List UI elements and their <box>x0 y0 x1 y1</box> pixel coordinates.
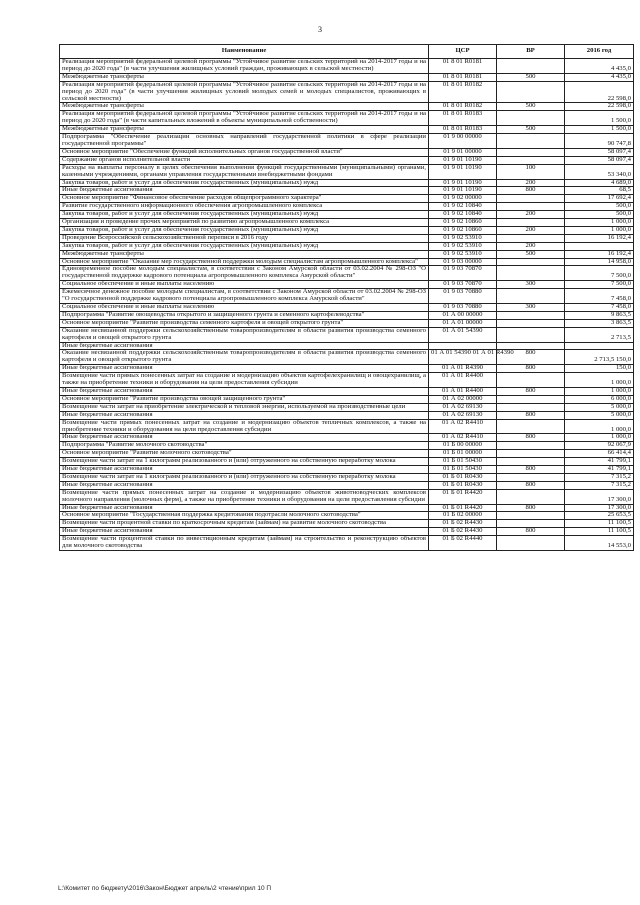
table-row <box>60 373 634 388</box>
cell-sum: 11 100,5 <box>565 520 634 528</box>
cell-sum: 14 553,0 <box>565 536 634 551</box>
cell-vr <box>497 156 565 164</box>
cell-csr: 01 9 02 53910 <box>429 250 497 258</box>
cell-name: Основное мероприятие "Развитие молочного скотоводства" <box>60 450 429 458</box>
cell-sum: 1 000,0 <box>565 419 634 434</box>
table-row <box>60 242 634 250</box>
cell-csr: 01 8 01 R0182 <box>429 81 497 103</box>
cell-vr <box>497 148 565 156</box>
cell-vr <box>497 81 565 103</box>
cell-sum: 22 598,0 <box>565 103 634 111</box>
cell-csr: 01 9 03 00000 <box>429 258 497 266</box>
cell-vr: 200 <box>497 211 565 219</box>
cell-name: Основное мероприятие "Обеспечение функций исполнительных органов государственной власти" <box>60 148 429 156</box>
cell-name: Возмещение части затрат на 1 килограмм реализованного и (или) отгруженного на собственную переработку молока <box>60 458 429 466</box>
cell-csr: 01 А 01 R4400 <box>429 387 497 395</box>
table-row <box>60 411 634 419</box>
table-row <box>60 59 634 74</box>
cell-sum: 16 192,4 <box>565 234 634 242</box>
cell-name: Социальное обеспечение и иные выплаты населению <box>60 281 429 289</box>
cell-csr: 01 А 01 00000 <box>429 319 497 327</box>
cell-sum: 2 713,5 <box>565 327 634 342</box>
cell-csr: 01 А 00 00000 <box>429 311 497 319</box>
cell-sum: 58 097,4 <box>565 148 634 156</box>
cell-sum: 17 692,4 <box>565 195 634 203</box>
cell-name: Иные бюджетные ассигнования <box>60 466 429 474</box>
cell-name: Содержание органов исполнительной власти <box>60 156 429 164</box>
cell-vr: 800 <box>497 350 565 365</box>
cell-name: Оказание несвязанной поддержки сельскохозяйственным товаропроизводителям в области развития производства семенного картофеля и овощей открытого грунта <box>60 350 429 365</box>
cell-name: Возмещение части прямых понесенных затрат на создание и модернизацию объектов тепличных комплексов, а также на приобретение техники и оборудования на цели предоставления субсидии <box>60 419 429 434</box>
cell-vr: 300 <box>497 304 565 312</box>
cell-name: Возмещение части процентной ставки по краткосрочным кредитам (займам) на развитие молочного скотоводства <box>60 520 429 528</box>
cell-name: Иные бюджетные ассигнования <box>60 411 429 419</box>
cell-name: Реализация мероприятий федеральной целевой программы "Устойчивое развитие сельских территорий на 2014-2017 годы и на период до 2020 года" (в части улучшения жилищных условий молодых семей и молодых специалистов, проживающих в сельской местности) <box>60 81 429 103</box>
cell-sum: 6 000,0 <box>565 395 634 403</box>
cell-sum <box>565 342 634 350</box>
cell-name: Закупка товаров, работ и услуг для обеспечения государственных (муниципальных) нужд <box>60 226 429 234</box>
cell-vr <box>497 536 565 551</box>
cell-vr <box>497 289 565 304</box>
cell-csr: 01 9 03 70880 <box>429 289 497 304</box>
cell-name: Межбюджетные трансферты <box>60 250 429 258</box>
cell-name: Иные бюджетные ассигнования <box>60 187 429 195</box>
cell-sum: 90 747,8 <box>565 134 634 149</box>
table-row <box>60 134 634 149</box>
cell-vr: 200 <box>497 242 565 250</box>
table-row <box>60 403 634 411</box>
cell-name: Подпрограмма "Развитие овощеводства открытого и защищенного грунта и семенного картофелеводства" <box>60 311 429 319</box>
cell-vr <box>497 266 565 281</box>
cell-csr: 01 Б 01 R0430 <box>429 473 497 481</box>
cell-sum: 4 435,0 <box>565 59 634 74</box>
cell-name: Развитие государственного информационного обеспечения агропромышленного комплекса <box>60 203 429 211</box>
cell-sum: 14 958,0 <box>565 258 634 266</box>
cell-sum: 7 315,2 <box>565 473 634 481</box>
cell-vr: 500 <box>497 126 565 134</box>
cell-vr <box>497 258 565 266</box>
table-row <box>60 489 634 504</box>
cell-sum: 17 300,0 <box>565 489 634 504</box>
table-row <box>60 327 634 342</box>
table-row <box>60 164 634 179</box>
cell-csr: 01 Б 01 50430 <box>429 466 497 474</box>
table-row <box>60 111 634 126</box>
cell-name: Закупка товаров, работ и услуг для обеспечения государственных (муниципальных) нужд <box>60 242 429 250</box>
cell-vr <box>497 319 565 327</box>
cell-vr: 800 <box>497 504 565 512</box>
header-name: Наименование <box>60 45 429 59</box>
cell-vr: 500 <box>497 103 565 111</box>
cell-name: Иные бюджетные ассигнования <box>60 365 429 373</box>
cell-sum: 1 000,0 <box>565 434 634 442</box>
cell-name: Иные бюджетные ассигнования <box>60 504 429 512</box>
cell-vr: 100 <box>497 164 565 179</box>
file-path-footer: L:\Комитет по бюджету\2016\Закон\Бюджет апрель\2 чтение\прил 10 П <box>58 885 272 892</box>
cell-sum: 1 000,0 <box>565 373 634 388</box>
header-year: 2016 год <box>565 45 634 59</box>
cell-sum: 41 799,1 <box>565 458 634 466</box>
cell-name: Возмещение части затрат на 1 килограмм реализованного и (или) отгруженного на собственную переработку молока <box>60 473 429 481</box>
cell-vr: 800 <box>497 434 565 442</box>
cell-name: Возмещение части прямых понесенных затрат на создание и модернизацию объектов картофелехранилищ и овощехранилищ, а также на приобретение техники и оборудования на цели предоставления субсидии <box>60 373 429 388</box>
cell-name: Возмещение части затрат на приобретение электрической и тепловой энергии, используемой на производственные цели <box>60 403 429 411</box>
cell-csr: 01 Б 01 R4420 <box>429 489 497 504</box>
cell-vr: 800 <box>497 411 565 419</box>
cell-csr: 01 9 01 10190 <box>429 156 497 164</box>
cell-name: Возмещение части процентной ставки по инвестиционным кредитам (займам) на строительство и реконструкцию объектов для молочного скотоводства <box>60 536 429 551</box>
cell-vr <box>497 419 565 434</box>
cell-sum: 11 100,5 <box>565 528 634 536</box>
cell-vr: 500 <box>497 73 565 81</box>
cell-csr: 01 А 01 54390 <box>429 327 497 342</box>
cell-csr: 01 Б 02 R4430 <box>429 528 497 536</box>
cell-csr: 01 9 03 70870 <box>429 266 497 281</box>
cell-name: Межбюджетные трансферты <box>60 103 429 111</box>
cell-sum: 53 340,0 <box>565 164 634 179</box>
cell-sum: 5 000,0 <box>565 403 634 411</box>
cell-name: Иные бюджетные ассигнования <box>60 434 429 442</box>
cell-name: Единовременное пособие молодым специалистам, в соответствии с Законом Амурской области от 03.02.2004 № 298-ОЗ "О государственной поддержке кадрового потенциала агропромышленного комплекса Амурской области" <box>60 266 429 281</box>
cell-csr: 01 А 01 54390 01 А 01 R4390 <box>429 350 497 365</box>
cell-vr: 200 <box>497 226 565 234</box>
cell-name: Закупка товаров, работ и услуг для обеспечения государственных (муниципальных) нужд <box>60 211 429 219</box>
cell-sum: 17 300,0 <box>565 504 634 512</box>
cell-sum: 68,5 <box>565 187 634 195</box>
cell-sum: 7 458,0 <box>565 289 634 304</box>
cell-csr: 01 9 03 70880 <box>429 304 497 312</box>
table-row <box>60 156 634 164</box>
cell-vr: 500 <box>497 250 565 258</box>
table-row <box>60 81 634 103</box>
cell-sum: 5 000,0 <box>565 411 634 419</box>
cell-sum: 1 000,0 <box>565 387 634 395</box>
cell-sum: 3 863,5 <box>565 319 634 327</box>
cell-vr <box>497 395 565 403</box>
cell-csr: 01 Б 01 R4420 <box>429 504 497 512</box>
cell-csr: 01 9 02 00000 <box>429 195 497 203</box>
cell-csr: 01 9 02 53910 <box>429 242 497 250</box>
table-body <box>60 59 634 551</box>
cell-csr: 01 8 01 R0183 <box>429 126 497 134</box>
cell-name: Иные бюджетные ассигнования <box>60 528 429 536</box>
header-csr: ЦСР <box>429 45 497 59</box>
cell-csr: 01 А 02 R4410 <box>429 434 497 442</box>
table-row <box>60 536 634 551</box>
cell-csr: 01 9 01 10190 <box>429 164 497 179</box>
cell-sum: 92 067,9 <box>565 442 634 450</box>
cell-csr: 01 А 01 R4400 <box>429 373 497 388</box>
cell-csr: 01 Б 01 R0430 <box>429 481 497 489</box>
cell-vr: 200 <box>497 179 565 187</box>
cell-name: Закупка товаров, работ и услуг для обеспечения государственных (муниципальных) нужд <box>60 179 429 187</box>
cell-sum: 500,0 <box>565 211 634 219</box>
cell-csr: 01 А 01 R4390 <box>429 365 497 373</box>
cell-vr: 800 <box>497 528 565 536</box>
cell-name: Подпрограмма "Развитие молочного скотоводства" <box>60 442 429 450</box>
cell-csr: 01 8 01 R0181 <box>429 59 497 74</box>
cell-csr: 01 А 02 00000 <box>429 395 497 403</box>
cell-name: Межбюджетные трансферты <box>60 73 429 81</box>
cell-vr: 800 <box>497 187 565 195</box>
cell-sum: 41 799,1 <box>565 466 634 474</box>
cell-sum: 22 598,0 <box>565 81 634 103</box>
cell-vr <box>497 450 565 458</box>
cell-sum: 150,0 <box>565 365 634 373</box>
cell-vr <box>497 403 565 411</box>
cell-csr: 01 А 02 R4410 <box>429 419 497 434</box>
cell-csr: 01 8 01 R0183 <box>429 111 497 126</box>
cell-name: Иные бюджетные ассигнования <box>60 481 429 489</box>
budget-table <box>59 44 634 551</box>
cell-vr <box>497 311 565 319</box>
cell-sum: 1 500,0 <box>565 111 634 126</box>
cell-csr: 01 9 02 10860 <box>429 219 497 227</box>
cell-sum: 4 435,0 <box>565 73 634 81</box>
cell-name: Иные бюджетные ассигнования <box>60 342 429 350</box>
cell-csr: 01 8 01 R0181 <box>429 73 497 81</box>
page-number: 3 <box>318 25 322 34</box>
cell-name: Проведение Всероссийской сельскохозяйственной переписи в 2016 году <box>60 234 429 242</box>
cell-csr: 01 9 02 10860 <box>429 226 497 234</box>
cell-vr <box>497 327 565 342</box>
cell-sum: 7 458,0 <box>565 304 634 312</box>
cell-name: Возмещение части прямых понесенных затрат на создание и модернизацию объектов животноводческих комплексов молочного направления (молочных ферм), а также на приобретение техники и оборудования на цели предоставления субсидии <box>60 489 429 504</box>
cell-sum: 2 713,5 150,0 <box>565 350 634 365</box>
cell-name: Основное мероприятие "Финансовое обеспечение расходов общепрограммного характера" <box>60 195 429 203</box>
cell-name: Основное мероприятие "Развитие производства овощей защищенного грунта" <box>60 395 429 403</box>
cell-name: Основное мероприятие "Государственная поддержка кредитования подотрасли молочного скотоводства" <box>60 512 429 520</box>
cell-csr: 01 9 01 10190 <box>429 179 497 187</box>
cell-vr: 300 <box>497 281 565 289</box>
cell-vr: 800 <box>497 466 565 474</box>
table-row <box>60 419 634 434</box>
cell-csr: 01 9 00 00000 <box>429 134 497 149</box>
cell-csr: 01 А 02 69130 <box>429 411 497 419</box>
cell-csr: 01 А 02 69130 <box>429 403 497 411</box>
cell-name: Оказание несвязанной поддержки сельскохозяйственным товаропроизводителям в области развития производства семенного картофеля и овощей открытого грунта <box>60 327 429 342</box>
header-vr: ВР <box>497 45 565 59</box>
cell-sum: 1 000,0 <box>565 226 634 234</box>
cell-name: Организация и проведение прочих мероприятий по развитию агропромышленного комплекса <box>60 219 429 227</box>
cell-vr <box>497 111 565 126</box>
cell-vr <box>497 195 565 203</box>
cell-sum: 16 192,4 <box>565 250 634 258</box>
table-row <box>60 350 634 365</box>
cell-vr <box>497 59 565 74</box>
cell-vr <box>497 442 565 450</box>
cell-csr: 01 Б 00 00000 <box>429 442 497 450</box>
cell-csr: 01 Б 02 00000 <box>429 512 497 520</box>
cell-sum: 500,0 <box>565 203 634 211</box>
cell-sum: 4 689,0 <box>565 179 634 187</box>
cell-csr: 01 9 01 10190 <box>429 187 497 195</box>
table-row <box>60 289 634 304</box>
cell-sum: 7 500,0 <box>565 266 634 281</box>
cell-vr: 800 <box>497 387 565 395</box>
cell-vr <box>497 489 565 504</box>
cell-csr: 01 Б 02 R4440 <box>429 536 497 551</box>
cell-sum: 1 000,0 <box>565 219 634 227</box>
cell-name: Социальное обеспечение и иные выплаты населению <box>60 304 429 312</box>
cell-csr: 01 9 02 10840 <box>429 211 497 219</box>
cell-vr <box>497 134 565 149</box>
cell-name: Иные бюджетные ассигнования <box>60 387 429 395</box>
cell-name: Подпрограмма "Обеспечение реализации основных направлений государственной политики в сфере реализации государственной программы" <box>60 134 429 149</box>
cell-csr: 01 9 02 10840 <box>429 203 497 211</box>
cell-csr: 01 9 02 53910 <box>429 234 497 242</box>
cell-csr: 01 9 01 00000 <box>429 148 497 156</box>
table-row <box>60 266 634 281</box>
cell-name: Основное мероприятие "Оказание мер государственной поддержки молодым специалистам агропромышленного комплекса" <box>60 258 429 266</box>
cell-csr: 01 Б 02 R4430 <box>429 520 497 528</box>
table-header-row <box>60 45 634 59</box>
cell-sum: 1 500,0 <box>565 126 634 134</box>
cell-name: Реализация мероприятий федеральной целевой программы "Устойчивое развитие сельских территорий на 2014-2017 годы и на период до 2020 года" (в части улучшения жилищных условий граждан, проживающих в сельской местности) <box>60 59 429 74</box>
cell-vr <box>497 373 565 388</box>
cell-csr: 01 Б 01 50430 <box>429 458 497 466</box>
cell-csr: 01 Б 01 00000 <box>429 450 497 458</box>
cell-sum: 7 315,2 <box>565 481 634 489</box>
cell-name: Межбюджетные трансферты <box>60 126 429 134</box>
cell-csr: 01 8 01 R0182 <box>429 103 497 111</box>
cell-sum: 66 414,4 <box>565 450 634 458</box>
cell-name: Основное мероприятие "Развитие производства семенного картофеля и овощей открытого грунта" <box>60 319 429 327</box>
cell-vr: 800 <box>497 481 565 489</box>
cell-sum: 7 500,0 <box>565 281 634 289</box>
cell-name: Реализация мероприятий федеральной целевой программы "Устойчивое развитие сельских территорий на 2014-2017 годы и на период до 2020 года" (в части капитальных вложений в объекты муниципальной собственности) <box>60 111 429 126</box>
cell-sum: 25 653,5 <box>565 512 634 520</box>
cell-vr <box>497 512 565 520</box>
cell-csr: 01 9 03 70870 <box>429 281 497 289</box>
table-row <box>60 250 634 258</box>
cell-sum: 9 863,5 <box>565 311 634 319</box>
cell-vr: 800 <box>497 365 565 373</box>
cell-sum <box>565 242 634 250</box>
cell-name: Ежемесячное денежное пособие молодым специалистам, в соответствии с Законом Амурской области от 03.02.2004 № 298-ОЗ "О государственной поддержке кадрового потенциала агропромышленного комплекса Амурской области" <box>60 289 429 304</box>
cell-sum: 58 097,4 <box>565 156 634 164</box>
cell-name: Расходы на выплаты персоналу в целях обеспечения выполнения функций государственными (муниципальными) органами, казенными учреждениями, органами управления государственными внебюджетными фондами <box>60 164 429 179</box>
